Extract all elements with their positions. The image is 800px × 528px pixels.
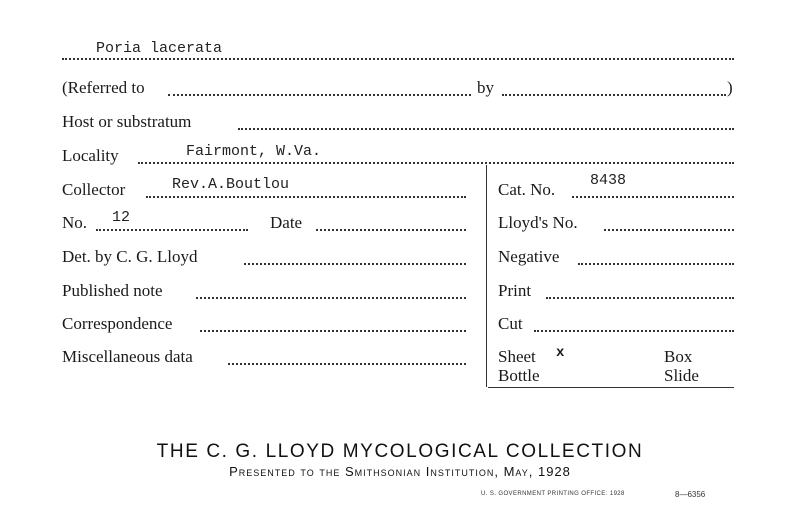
collector-value: Rev.A.Boutlou xyxy=(172,176,290,193)
printing-office-imprint: U. S. GOVERNMENT PRINTING OFFICE: 1928 xyxy=(481,491,625,497)
published-note-label: Published note xyxy=(62,281,163,300)
date-label: Date xyxy=(270,213,303,232)
det-by-label: Det. by C. G. Lloyd xyxy=(62,247,198,266)
lloyds-no-label: Lloyd's No. xyxy=(498,213,578,232)
correspondence-line xyxy=(200,330,466,332)
collector-label: Collector xyxy=(62,180,126,199)
no-label: No. xyxy=(62,213,88,232)
cat-no-line xyxy=(572,196,734,198)
print-line xyxy=(546,297,734,299)
form-number: 8—6356 xyxy=(675,490,706,499)
no-value: 12 xyxy=(112,209,131,226)
bottle-label: Bottle xyxy=(498,366,540,385)
negative-label: Negative xyxy=(498,247,560,266)
sheet-mark: x xyxy=(556,345,565,361)
species-value: Poria lacerata xyxy=(96,40,223,57)
published-note-line xyxy=(196,297,466,299)
slide-label: Slide xyxy=(664,366,699,385)
cat-no-label: Cat. No. xyxy=(498,180,556,199)
referred-to-label: (Referred to xyxy=(62,78,145,97)
box-label: Box xyxy=(664,347,693,366)
misc-data-label: Miscellaneous data xyxy=(62,347,193,366)
collection-title: THE C. G. LLOYD MYCOLOGICAL COLLECTION xyxy=(156,441,644,462)
misc-data-line xyxy=(228,363,466,365)
locality-line xyxy=(138,162,734,164)
print-label: Print xyxy=(498,281,532,300)
date-line xyxy=(316,229,466,231)
collector-line xyxy=(146,196,466,198)
locality-value: Fairmont, W.Va. xyxy=(186,143,322,160)
species-line xyxy=(62,58,734,60)
det-by-line xyxy=(244,263,466,265)
negative-line xyxy=(578,263,734,265)
host-label: Host or substratum xyxy=(62,112,192,131)
cut-line xyxy=(534,330,734,332)
locality-label: Locality xyxy=(62,146,119,165)
correspondence-label: Correspondence xyxy=(62,314,173,333)
by-label: by xyxy=(477,78,494,97)
bottom-divider xyxy=(488,387,734,388)
cut-label: Cut xyxy=(498,314,523,333)
collection-subtitle: Presented to the Smithsonian Institution, May, 1928 xyxy=(229,464,571,479)
close-paren: ) xyxy=(727,78,733,97)
vertical-divider xyxy=(486,165,487,387)
sheet-label: Sheet xyxy=(498,347,536,366)
no-line xyxy=(96,229,248,231)
host-line xyxy=(238,128,734,130)
by-line xyxy=(502,94,726,96)
cat-no-value: 8438 xyxy=(590,172,627,189)
lloyds-no-line xyxy=(604,229,734,231)
referred-to-line xyxy=(168,94,471,96)
